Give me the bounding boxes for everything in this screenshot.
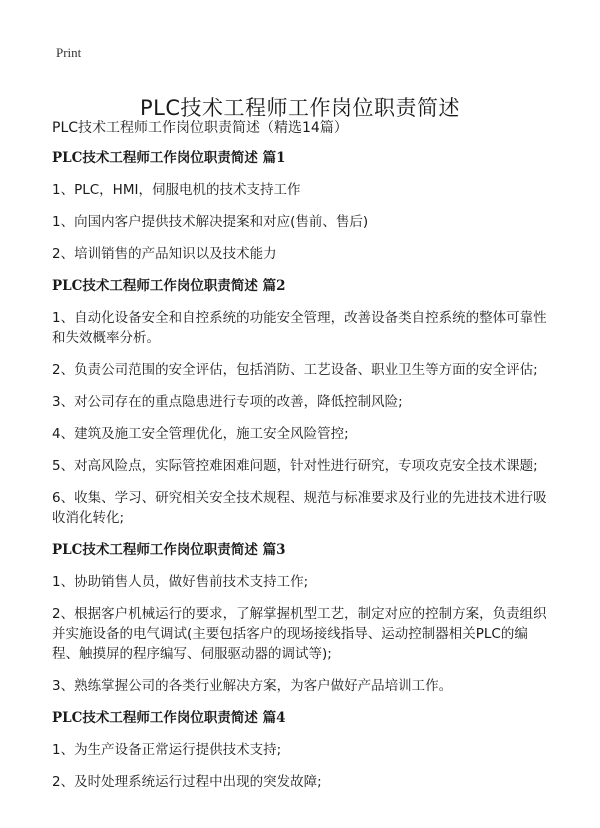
document-title: PLC技术工程师工作岗位职责简述 <box>139 96 461 121</box>
paragraph: 6、收集、学习、研究相关安全技术规程、规范与标准要求及行业的先进技术进行吸收消化转化; <box>52 490 547 526</box>
paragraph: 3、熟练掌握公司的各类行业解决方案，为客户做好产品培训工作。 <box>52 678 453 694</box>
section-2 <box>52 276 552 528</box>
section-heading: PLC技术工程师工作岗位职责简述 篇4 <box>52 710 286 726</box>
paragraph: 2、及时处理系统运行过程中出现的突发故障; <box>52 774 322 790</box>
document-body <box>52 118 552 804</box>
section-1 <box>52 148 552 264</box>
section-heading: PLC技术工程师工作岗位职责简述 篇3 <box>52 542 286 558</box>
document-subtitle: PLC技术工程师工作岗位职责简述（精选14篇） <box>52 120 348 136</box>
print-label: Print <box>56 45 82 60</box>
paragraph: 1、PLC，HMI，伺服电机的技术支持工作 <box>52 182 301 198</box>
paragraph: 2、根据客户机械运行的要求，了解掌握机型工艺，制定对应的控制方案，负责组织并实施设备的电气调试(主要包括客户的现场接线指导、运动控制器相关PLC的编程、触摸屏的程序编写、伺服驱动器的调试等); <box>52 606 547 662</box>
paragraph: 1、自动化设备安全和自控系统的功能安全管理，改善设备类自控系统的整体可靠性和失效概率分析。 <box>52 310 547 346</box>
paragraph: 5、对高风险点，实际管控难困难问题，针对性进行研究，专项攻克安全技术课题; <box>52 458 538 474</box>
paragraph: 1、为生产设备正常运行提供技术支持; <box>52 742 282 758</box>
paragraph: 4、建筑及施工安全管理优化，施工安全风险管控; <box>52 426 349 442</box>
paragraph: 2、培训销售的产品知识以及技术能力 <box>52 246 277 262</box>
section-4 <box>52 708 552 792</box>
paragraph: 2、负责公司范围的安全评估，包括消防、工艺设备、职业卫生等方面的安全评估; <box>52 362 538 378</box>
section-heading: PLC技术工程师工作岗位职责简述 篇2 <box>52 278 286 294</box>
section-3 <box>52 540 552 696</box>
paragraph: 3、对公司存在的重点隐患进行专项的改善，降低控制风险; <box>52 394 403 410</box>
paragraph: 1、协助销售人员，做好售前技术支持工作; <box>52 574 309 590</box>
section-heading: PLC技术工程师工作岗位职责简述 篇1 <box>52 150 286 166</box>
paragraph: 1、向国内客户提供技术解决提案和对应(售前、售后) <box>52 214 369 230</box>
